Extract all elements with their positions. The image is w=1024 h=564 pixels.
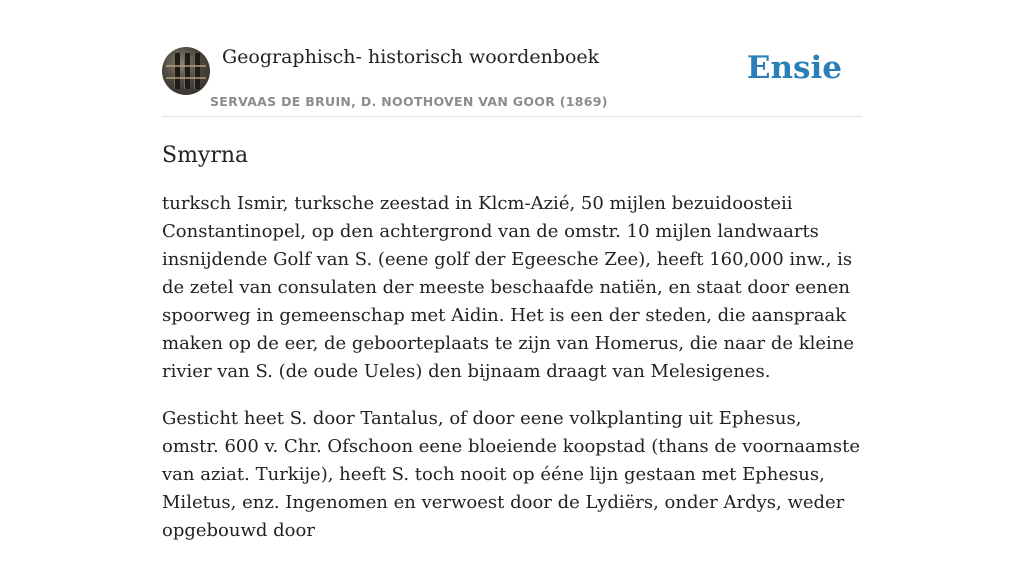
book-spine-shape — [184, 53, 190, 89]
book-cover-icon[interactable] — [162, 47, 210, 95]
entry-body — [162, 190, 862, 545]
book-title-link[interactable]: Geographisch- historisch woordenboek — [222, 46, 600, 68]
page — [162, 0, 862, 564]
book-spine-shape — [194, 53, 200, 89]
book-author: SERVAAS DE BRUIN, D. NOOTHOVEN VAN GOOR (1869) — [210, 94, 608, 109]
entry-title: Smyrna — [162, 143, 249, 168]
book-band-shape — [166, 65, 206, 67]
book-band-shape — [166, 77, 206, 79]
entry-paragraph: Gesticht heet S. door Tantalus, of door eene volkplanting uit Ephesus, omstr. 600 v. Chr. Ofschoon eene bloeiende koopstad (thans de voornaamste van aziat. Turkije), heeft S. toch nooit op ééne lijn gestaan met Ephesus, Miletus, enz. Ingenomen en verwoest door de Lydiërs, onder Ardys, weder opgebouwd door — [162, 408, 860, 541]
ensie-logo-link[interactable]: Ensie — [746, 50, 842, 86]
book-spine-shape — [174, 53, 180, 89]
entry-paragraph: turksch Ismir, turksche zeestad in Klcm-Azié, 50 mijlen bezuidoosteii Constantinopel, op den achtergrond van de omstr. 10 mijlen landwaarts insnijdende Golf van S. (eene golf der Egeesche Zee), heeft 160,000 inw., is de zetel van consulaten der meeste beschaafde natiën, en staat door eenen spoorweg in gemeenschap met Aidin. Het is een der steden, die aanspraak maken op de eer, de geboorteplaats te zijn van Homerus, die naar de kleine rivier van S. (de oude Ueles) den bijnaam draagt van Melesigenes. — [162, 193, 855, 382]
book-header — [162, 0, 862, 117]
